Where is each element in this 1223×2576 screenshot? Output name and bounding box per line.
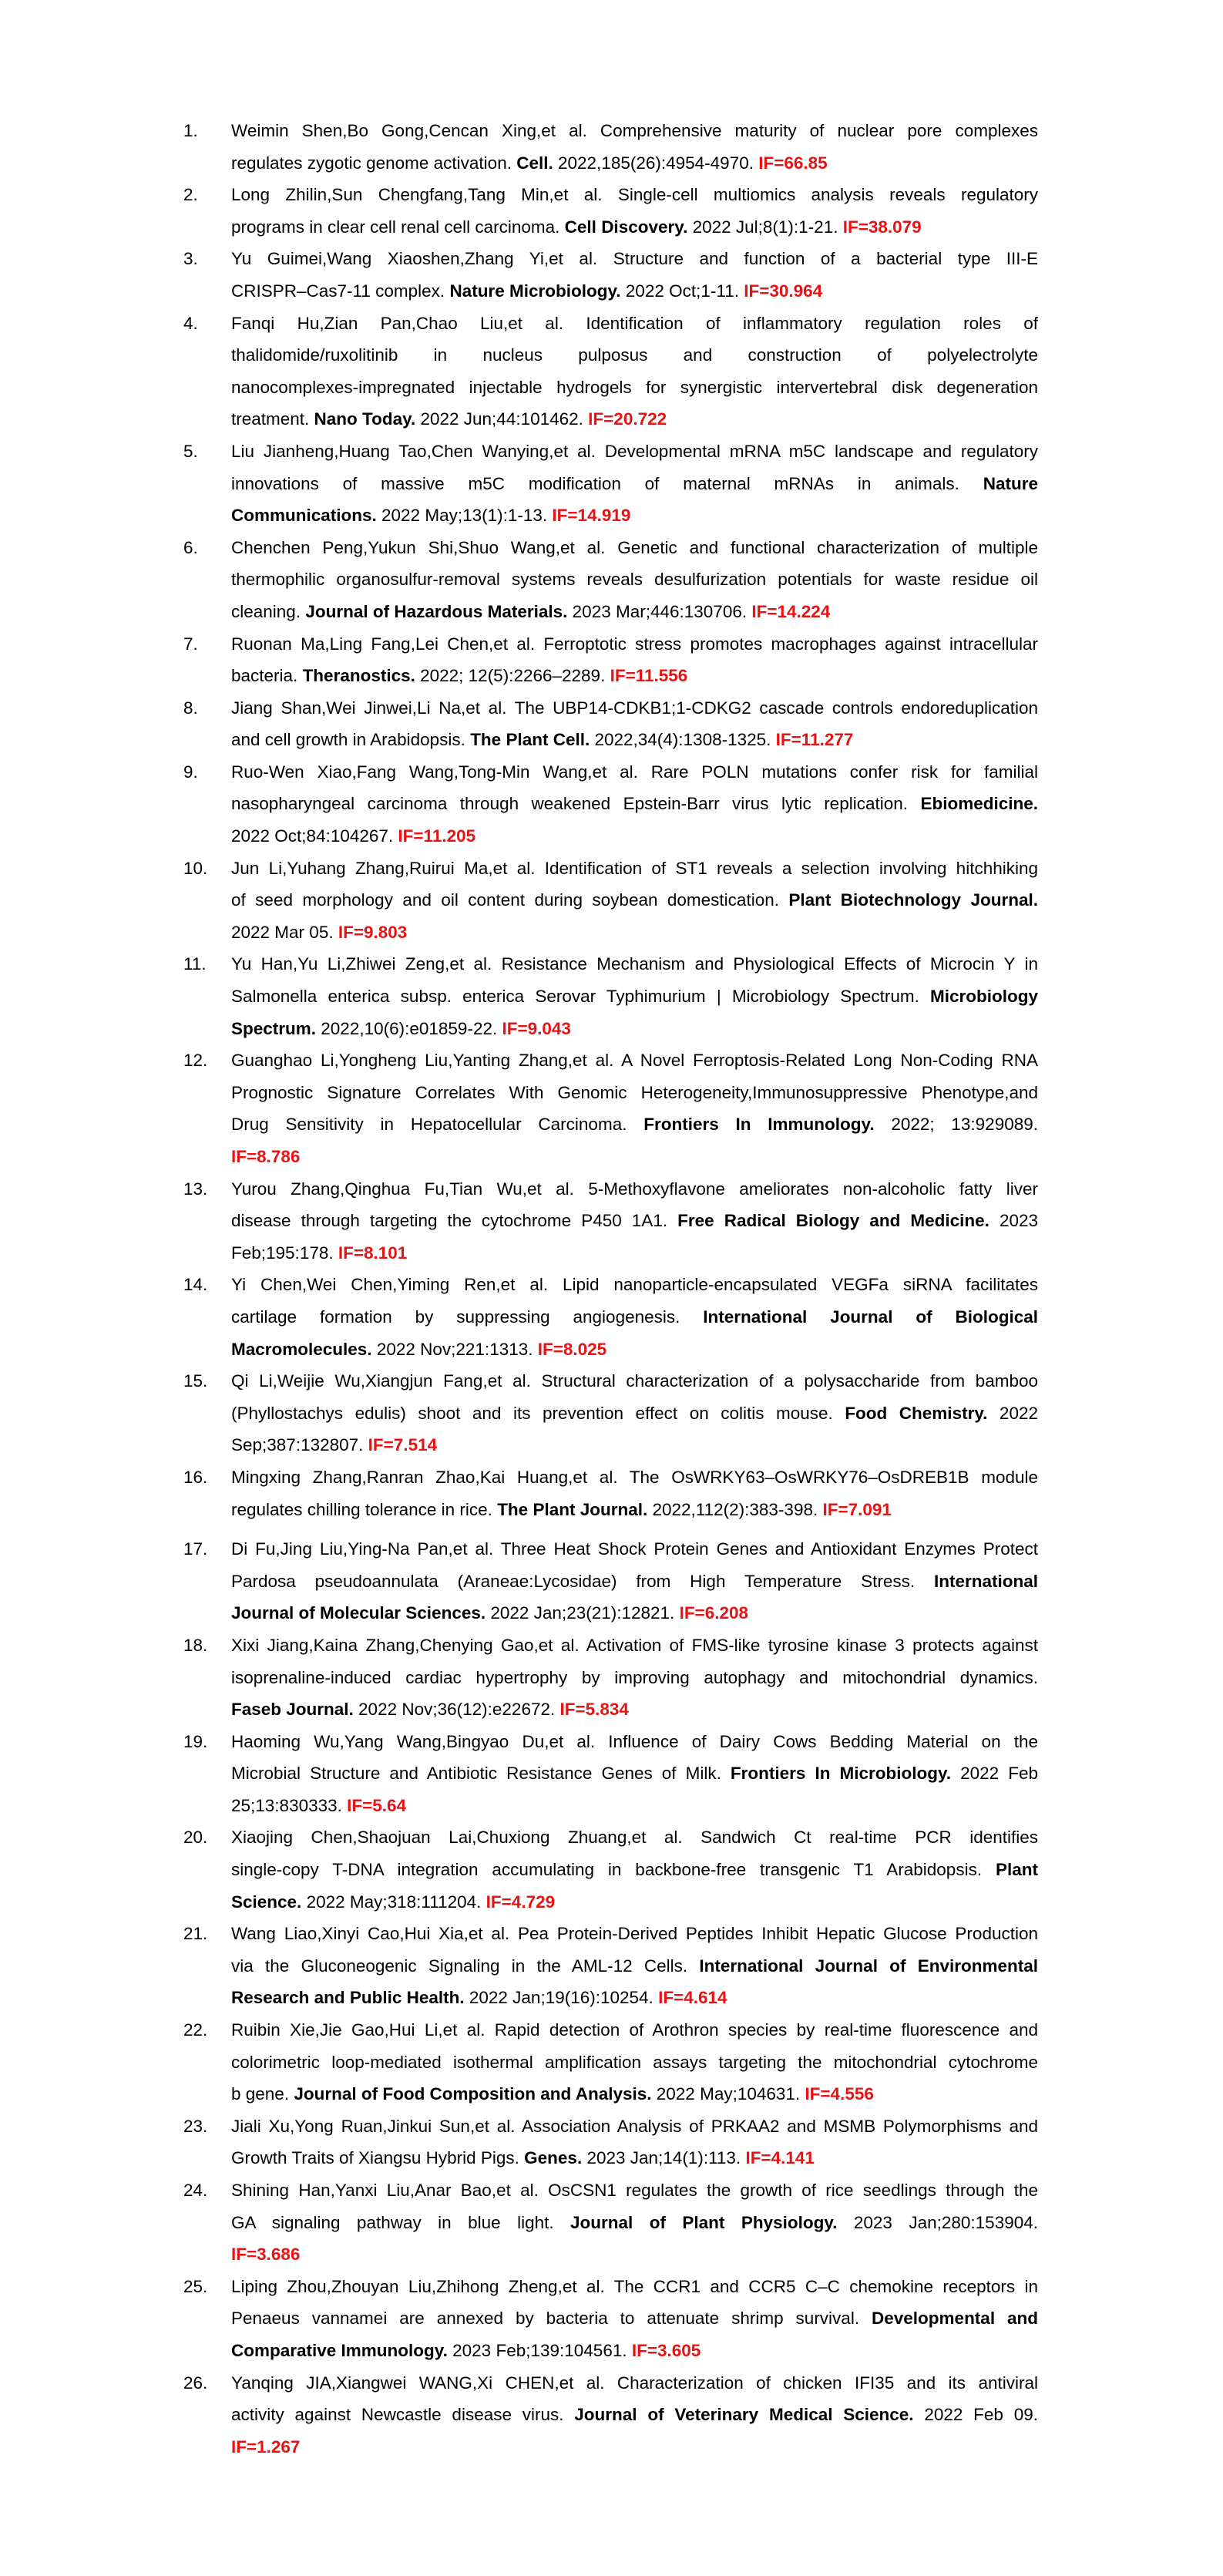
reference-text: Guanghao Li,Yongheng Liu,Yanting Zhang,et al. A Novel Ferroptosis-Related Long Non-Coding RNA xyxy=(231,1051,1038,1071)
reference-number: 24. xyxy=(183,2181,208,2200)
reference-text: Yi Chen,Wei Chen,Yiming Ren,et al. Lipid nanoparticle-encapsulated VEGFa siRNA facilitates xyxy=(231,1275,1038,1295)
impact-factor: IF=11.205 xyxy=(398,826,476,846)
reference-line xyxy=(231,1013,1038,1045)
reference-text: Weimin Shen,Bo Gong,Cencan Xing,et al. Comprehensive maturity of nuclear pore complexes xyxy=(231,121,1038,140)
reference-line xyxy=(231,1918,1038,1950)
reference-text: 2022 May;13(1):1-13. xyxy=(376,506,553,526)
reference-number: 19. xyxy=(183,1731,208,1751)
reference-text: 2022 Oct;84:104267. xyxy=(231,826,398,846)
journal-name: Plant Biotechnology Journal. xyxy=(788,890,1038,910)
reference-item xyxy=(183,308,1038,435)
journal-name: Journal of Hazardous Materials. xyxy=(305,601,568,621)
journal-name: International Journal of Environmental xyxy=(699,1956,1038,1976)
reference-line xyxy=(231,2078,1038,2110)
impact-factor: IF=4.556 xyxy=(805,2084,874,2104)
reference-line xyxy=(231,2302,1038,2335)
reference-number: 12. xyxy=(183,1051,208,1071)
reference-text: 25;13:830333. xyxy=(231,1795,348,1815)
reference-text: Yurou Zhang,Qinghua Fu,Tian Wu,et al. 5-Methoxyflavone ameliorates non-alcoholic fatty liver xyxy=(231,1179,1038,1199)
reference-text: and cell growth in Arabidopsis. xyxy=(231,730,471,750)
reference-line xyxy=(231,2367,1038,2399)
impact-factor: IF=5.834 xyxy=(559,1700,629,1720)
journal-name: Genes. xyxy=(524,2148,583,2168)
reference-number: 16. xyxy=(183,1467,208,1487)
reference-item xyxy=(183,2271,1038,2367)
journal-name: Faseb Journal. xyxy=(231,1700,354,1720)
reference-text: isoprenaline-induced cardiac hypertrophy by improving autophagy and mitochondrial dynamics. xyxy=(231,1667,1038,1687)
journal-name: Journal of Molecular Sciences. xyxy=(231,1603,486,1623)
journal-name: Journal of Veterinary Medical Science. xyxy=(574,2405,914,2425)
journal-name: Plant xyxy=(995,1860,1038,1880)
reference-line xyxy=(231,1429,1038,1461)
reference-line xyxy=(231,1044,1038,1077)
reference-text: Xiaojing Chen,Shaojuan Lai,Chuxiong Zhuang,et al. Sandwich Ct real-time PCR identifies xyxy=(231,1828,1038,1848)
journal-name: Frontiers In Immunology. xyxy=(643,1115,875,1135)
reference-text: 2022 Nov;36(12):e22672. xyxy=(353,1700,560,1720)
reference-item xyxy=(183,628,1038,692)
reference-line xyxy=(231,563,1038,596)
reference-text: Haoming Wu,Yang Wang,Bingyao Du,et al. Influence of Dairy Cows Bedding Material on the xyxy=(231,1731,1038,1751)
reference-item xyxy=(183,1918,1038,2014)
reference-item xyxy=(183,1629,1038,1726)
reference-text: treatment. xyxy=(231,409,314,429)
reference-line xyxy=(231,1693,1038,1726)
journal-name: Macromolecules. xyxy=(231,1339,372,1359)
reference-text: 2023 Jan;14(1):113. xyxy=(582,2148,746,2168)
reference-line xyxy=(231,372,1038,404)
reference-line xyxy=(231,2238,1038,2271)
reference-item xyxy=(183,1533,1038,1629)
reference-line xyxy=(231,1397,1038,1430)
journal-name: Cell Discovery. xyxy=(564,217,688,237)
journal-name: Developmental and xyxy=(872,2309,1038,2329)
reference-text: Yanqing JIA,Xiangwei WANG,Xi CHEN,et al. Characterization of chicken IFI35 and its antiviral xyxy=(231,2373,1038,2393)
reference-text: b gene. xyxy=(231,2084,294,2104)
reference-text: 2022 Jul;8(1):1-21. xyxy=(687,217,843,237)
reference-item xyxy=(183,1044,1038,1172)
reference-text: Di Fu,Jing Liu,Ying-Na Pan,et al. Three Heat Shock Protein Genes and Antioxidant Enzymes Protect xyxy=(231,1539,1038,1559)
reference-text: Jun Li,Yuhang Zhang,Ruirui Ma,et al. Identification of ST1 reveals a selection involving hitchhiking xyxy=(231,858,1038,878)
reference-line xyxy=(231,1365,1038,1397)
reference-line xyxy=(231,1790,1038,1822)
reference-line xyxy=(231,435,1038,468)
reference-line xyxy=(231,1205,1038,1237)
impact-factor: IF=9.043 xyxy=(502,1018,571,1038)
reference-text: 2022 May;104631. xyxy=(651,2084,805,2104)
reference-item xyxy=(183,115,1038,179)
reference-line xyxy=(231,596,1038,628)
reference-number: 10. xyxy=(183,858,208,878)
reference-list xyxy=(183,115,1038,2463)
reference-text: Ruo-Wen Xiao,Fang Wang,Tong-Min Wang,et al. Rare POLN mutations confer risk for familial xyxy=(231,762,1038,782)
journal-name: Comparative Immunology. xyxy=(231,2340,448,2360)
impact-factor: IF=20.722 xyxy=(588,409,667,429)
reference-line xyxy=(231,499,1038,532)
reference-line xyxy=(231,1565,1038,1598)
reference-text: regulates zygotic genome activation. xyxy=(231,153,517,173)
reference-number: 4. xyxy=(183,313,198,333)
journal-name: The Plant Cell. xyxy=(470,730,590,750)
reference-line xyxy=(231,1886,1038,1919)
reference-line xyxy=(231,1821,1038,1854)
reference-item xyxy=(183,2367,1038,2463)
reference-item xyxy=(183,948,1038,1044)
reference-line xyxy=(231,2046,1038,2079)
reference-item xyxy=(183,243,1038,307)
reference-line xyxy=(231,1237,1038,1270)
reference-text: Qi Li,Weijie Wu,Xiangjun Fang,et al. Structural characterization of a polysaccharide from bamboo xyxy=(231,1371,1038,1391)
reference-text: 2022 Jan;23(21):12821. xyxy=(486,1603,680,1623)
impact-factor: IF=66.85 xyxy=(758,153,828,173)
reference-item xyxy=(183,1365,1038,1461)
reference-line xyxy=(231,243,1038,275)
reference-line xyxy=(231,1629,1038,1662)
reference-text: Drug Sensitivity in Hepatocellular Carcinoma. xyxy=(231,1115,644,1135)
reference-number: 26. xyxy=(183,2373,208,2393)
reference-text: Ruonan Ma,Ling Fang,Lei Chen,et al. Ferroptotic stress promotes macrophages against intracellular xyxy=(231,634,1038,654)
reference-text: 2022,10(6):e01859-22. xyxy=(316,1018,502,1038)
reference-line xyxy=(231,1301,1038,1333)
impact-factor: IF=8.025 xyxy=(537,1339,607,1359)
impact-factor: IF=5.64 xyxy=(347,1795,407,1815)
reference-text: Yu Guimei,Wang Xiaoshen,Zhang Yi,et al. Structure and function of a bacterial type III-E xyxy=(231,249,1038,269)
reference-text: Long Zhilin,Sun Chengfang,Tang Min,et al. Single-cell multiomics analysis reveals regulatory xyxy=(231,185,1038,205)
reference-line xyxy=(231,1173,1038,1206)
reference-line xyxy=(231,275,1038,308)
reference-line xyxy=(231,660,1038,692)
journal-name: Journal of Plant Physiology. xyxy=(570,2212,838,2232)
reference-text: disease through targeting the cytochrome P450 1A1. xyxy=(231,1211,678,1231)
reference-line xyxy=(231,1662,1038,1694)
reference-number: 6. xyxy=(183,537,198,557)
reference-line xyxy=(231,628,1038,661)
reference-text: 2022,112(2):383-398. xyxy=(647,1499,823,1519)
reference-number: 7. xyxy=(183,634,198,654)
impact-factor: IF=9.803 xyxy=(338,922,408,942)
reference-text: single-copy T-DNA integration accumulating in backbone-free transgenic T1 Arabidopsis. xyxy=(231,1860,996,1880)
reference-item xyxy=(183,435,1038,532)
reference-number: 21. xyxy=(183,1924,208,1944)
reference-text: 2023 xyxy=(989,1211,1039,1231)
reference-text: Jiali Xu,Yong Ruan,Jinkui Sun,et al. Association Analysis of PRKAA2 and MSMB Polymorphisms and xyxy=(231,2116,1038,2136)
reference-line xyxy=(231,211,1038,244)
reference-text: Sep;387:132807. xyxy=(231,1435,368,1455)
reference-text: nasopharyngeal carcinoma through weakened Epstein-Barr virus lytic replication. xyxy=(231,794,921,814)
reference-number: 11. xyxy=(183,954,207,974)
reference-line xyxy=(231,756,1038,789)
impact-factor: IF=4.729 xyxy=(486,1892,556,1912)
reference-item xyxy=(183,1726,1038,1822)
reference-text: 2022 xyxy=(987,1403,1038,1423)
impact-factor: IF=4.614 xyxy=(658,1988,727,2008)
reference-text: 2022 Nov;221:1313. xyxy=(371,1339,538,1359)
journal-name: Free Radical Biology and Medicine. xyxy=(677,1211,989,1231)
reference-item xyxy=(183,692,1038,756)
impact-factor: IF=30.964 xyxy=(744,281,823,301)
reference-text: 2022; 13:929089. xyxy=(874,1115,1039,1135)
impact-factor: IF=1.267 xyxy=(231,2436,301,2457)
journal-name: Microbiology xyxy=(930,987,1038,1007)
impact-factor: IF=4.141 xyxy=(745,2148,815,2168)
reference-number: 3. xyxy=(183,249,198,269)
reference-line xyxy=(231,2399,1038,2431)
reference-item xyxy=(183,2014,1038,2110)
journal-name: Spectrum. xyxy=(231,1018,317,1038)
reference-line xyxy=(231,179,1038,211)
reference-text: thermophilic organosulfur-removal systems reveals desulfurization potentials for waste residue oil xyxy=(231,570,1038,590)
reference-number: 18. xyxy=(183,1635,208,1655)
reference-text: 2023 Mar;446:130706. xyxy=(567,601,752,621)
impact-factor: IF=14.919 xyxy=(552,506,631,526)
reference-line xyxy=(231,2431,1038,2463)
reference-text: Jiang Shan,Wei Jinwei,Li Na,et al. The UBP14-CDKB1;1-CDKG2 cascade controls endoreduplication xyxy=(231,698,1038,718)
impact-factor: IF=7.514 xyxy=(368,1435,438,1455)
reference-line xyxy=(231,1333,1038,1366)
reference-number: 5. xyxy=(183,441,198,461)
reference-text: 2023 Jan;280:153904. xyxy=(837,2212,1038,2232)
reference-number: 1. xyxy=(183,121,198,140)
impact-factor: IF=8.786 xyxy=(231,1147,301,1166)
reference-item xyxy=(183,1821,1038,1918)
reference-text: colorimetric loop-mediated isothermal amplification assays targeting the mitochondrial cytochrome xyxy=(231,2052,1038,2072)
reference-number: 9. xyxy=(183,762,198,782)
journal-name: Journal of Food Composition and Analysis. xyxy=(294,2084,652,2104)
reference-item xyxy=(183,1461,1038,1525)
reference-text: 2022,34(4):1308-1325. xyxy=(590,730,776,750)
reference-text: 2023 Feb;139:104561. xyxy=(447,2340,632,2360)
reference-text: 2022 Mar 05. xyxy=(231,922,338,942)
reference-line xyxy=(231,2207,1038,2239)
reference-line xyxy=(231,1077,1038,1109)
reference-text: 2022 Oct;1-11. xyxy=(620,281,744,301)
journal-name: Nature xyxy=(983,473,1038,493)
reference-item xyxy=(183,179,1038,243)
reference-number: 15. xyxy=(183,1371,208,1391)
journal-name: Research and Public Health. xyxy=(231,1988,465,2008)
reference-line xyxy=(231,468,1038,500)
impact-factor: IF=7.091 xyxy=(822,1499,892,1519)
reference-text: Mingxing Zhang,Ranran Zhao,Kai Huang,et al. The OsWRKY63–OsWRKY76–OsDREB1B module xyxy=(231,1467,1038,1487)
journal-name: Theranostics. xyxy=(302,666,415,686)
reference-text: Xixi Jiang,Kaina Zhang,Chenying Gao,et al. Activation of FMS-like tyrosine kinase 3 protects against xyxy=(231,1635,1038,1655)
impact-factor: IF=11.277 xyxy=(775,730,854,750)
reference-line xyxy=(231,147,1038,180)
reference-line xyxy=(231,308,1038,340)
reference-text: Yu Han,Yu Li,Zhiwei Zeng,et al. Resistance Mechanism and Physiological Effects of Microcin Y in xyxy=(231,954,1038,974)
journal-name: Frontiers In Microbiology. xyxy=(730,1764,952,1784)
reference-line xyxy=(231,532,1038,564)
reference-text: 2022,185(26):4954-4970. xyxy=(553,153,759,173)
reference-line xyxy=(231,948,1038,980)
impact-factor: IF=8.101 xyxy=(338,1243,408,1263)
reference-number: 25. xyxy=(183,2276,208,2296)
reference-number: 23. xyxy=(183,2116,208,2136)
reference-line xyxy=(231,916,1038,949)
reference-item xyxy=(183,1173,1038,1270)
impact-factor: IF=11.556 xyxy=(610,666,688,686)
reference-line xyxy=(231,1950,1038,1982)
journal-name: The Plant Journal. xyxy=(497,1499,648,1519)
reference-line xyxy=(231,403,1038,435)
reference-line xyxy=(231,1108,1038,1141)
impact-factor: IF=3.686 xyxy=(231,2245,301,2265)
reference-line xyxy=(231,2110,1038,2143)
reference-text: of seed morphology and oil content during soybean domestication. xyxy=(231,890,789,910)
reference-line xyxy=(231,2335,1038,2367)
impact-factor: IF=38.079 xyxy=(842,217,922,237)
reference-line xyxy=(231,339,1038,372)
reference-line xyxy=(231,1597,1038,1629)
impact-factor: IF=6.208 xyxy=(679,1603,749,1623)
journal-name: Cell. xyxy=(516,153,553,173)
reference-text: Prognostic Signature Correlates With Genomic Heterogeneity,Immunosuppressive Phenotype,and xyxy=(231,1082,1038,1102)
reference-item xyxy=(183,756,1038,853)
reference-line xyxy=(231,980,1038,1013)
journal-name: Nano Today. xyxy=(314,409,416,429)
reference-text: Penaeus vannamei are annexed by bacteria to attenuate shrimp survival. xyxy=(231,2309,872,2329)
reference-text: GA signaling pathway in blue light. xyxy=(231,2212,571,2232)
reference-number: 14. xyxy=(183,1275,208,1295)
reference-line xyxy=(231,1141,1038,1173)
reference-item xyxy=(183,2110,1038,2174)
reference-line xyxy=(231,884,1038,916)
reference-text: Wang Liao,Xinyi Cao,Hui Xia,et al. Pea Protein-Derived Peptides Inhibit Hepatic Glucose Production xyxy=(231,1924,1038,1944)
reference-text: 2022 Jan;19(16):10254. xyxy=(464,1988,659,2008)
reference-text: (Phyllostachys edulis) shoot and its prevention effect on colitis mouse. xyxy=(231,1403,845,1423)
reference-text: 2022 May;318:111204. xyxy=(301,1892,486,1912)
reference-text: Microbial Structure and Antibiotic Resistance Genes of Milk. xyxy=(231,1764,731,1784)
reference-text: cartilage formation by suppressing angiogenesis. xyxy=(231,1306,704,1327)
reference-text: nanocomplexes-impregnated injectable hydrogels for synergistic intervertebral disk degeneration xyxy=(231,377,1038,397)
reference-item xyxy=(183,532,1038,628)
reference-line xyxy=(231,1757,1038,1790)
reference-text: regulates chilling tolerance in rice. xyxy=(231,1499,498,1519)
reference-line xyxy=(231,1726,1038,1758)
reference-line xyxy=(231,2014,1038,2046)
reference-number: 17. xyxy=(183,1539,208,1559)
reference-text: activity against Newcastle disease virus. xyxy=(231,2405,575,2425)
reference-text: programs in clear cell renal cell carcinoma. xyxy=(231,217,565,237)
reference-line xyxy=(231,2271,1038,2303)
reference-line xyxy=(231,724,1038,756)
reference-text: Ruibin Xie,Jie Gao,Hui Li,et al. Rapid detection of Arothron species by real-time fluorescence and xyxy=(231,2020,1038,2040)
journal-name: International Journal of Biological xyxy=(703,1306,1038,1327)
reference-item xyxy=(183,1269,1038,1365)
reference-number: 22. xyxy=(183,2020,208,2040)
reference-line xyxy=(231,2174,1038,2207)
impact-factor: IF=3.605 xyxy=(631,2340,701,2360)
reference-line xyxy=(231,1854,1038,1886)
journal-name: Science. xyxy=(231,1892,302,1912)
reference-line xyxy=(231,788,1038,820)
reference-text: cleaning. xyxy=(231,601,306,621)
reference-line xyxy=(231,115,1038,147)
reference-text: Feb;195:178. xyxy=(231,1243,338,1263)
reference-text: 2022 Feb xyxy=(951,1764,1038,1784)
reference-line xyxy=(231,1982,1038,2014)
reference-text: 2022 Feb 09. xyxy=(913,2405,1038,2425)
reference-text: Shining Han,Yanxi Liu,Anar Bao,et al. OsCSN1 regulates the growth of rice seedlings through the xyxy=(231,2181,1038,2200)
reference-text: thalidomide/ruxolitinib in nucleus pulposus and construction of polyelectrolyte xyxy=(231,345,1038,365)
journal-name: International xyxy=(933,1571,1038,1591)
journal-name: Food Chemistry. xyxy=(845,1403,988,1423)
reference-text: innovations of massive m5C modification of maternal mRNAs in animals. xyxy=(231,473,983,493)
reference-item xyxy=(183,853,1038,949)
journal-name: Nature Microbiology. xyxy=(449,281,621,301)
reference-line xyxy=(231,820,1038,853)
reference-text: Chenchen Peng,Yukun Shi,Shuo Wang,et al. Genetic and functional characterization of multiple xyxy=(231,537,1038,557)
reference-text: Liping Zhou,Zhouyan Liu,Zhihong Zheng,et al. The CCR1 and CCR5 C–C chemokine receptors in xyxy=(231,2276,1038,2296)
reference-text: bacteria. xyxy=(231,666,303,686)
reference-text: Growth Traits of Xiangsu Hybrid Pigs. xyxy=(231,2148,525,2168)
reference-text: via the Gluconeogenic Signaling in the AML-12 Cells. xyxy=(231,1956,700,1976)
reference-line xyxy=(231,1269,1038,1301)
reference-line xyxy=(231,1494,1038,1526)
reference-text: 2022 Jun;44:101462. xyxy=(415,409,589,429)
reference-line xyxy=(231,1461,1038,1494)
reference-line xyxy=(231,1533,1038,1565)
impact-factor: IF=14.224 xyxy=(751,601,831,621)
reference-line xyxy=(231,853,1038,885)
reference-text: Fanqi Hu,Zian Pan,Chao Liu,et al. Identification of inflammatory regulation roles of xyxy=(231,313,1038,333)
reference-text: CRISPR–Cas7-11 complex. xyxy=(231,281,450,301)
reference-number: 20. xyxy=(183,1828,208,1848)
journal-name: Communications. xyxy=(231,506,377,526)
journal-name: Ebiomedicine. xyxy=(920,794,1038,814)
reference-text: Liu Jianheng,Huang Tao,Chen Wanying,et al. Developmental mRNA m5C landscape and regulatory xyxy=(231,441,1038,461)
reference-text: 2022; 12(5):2266–2289. xyxy=(415,666,610,686)
reference-line xyxy=(231,2142,1038,2174)
reference-item xyxy=(183,2174,1038,2271)
reference-number: 13. xyxy=(183,1179,208,1199)
reference-text: Salmonella enterica subsp. enterica Serovar Typhimurium | Microbiology Spectrum. xyxy=(231,987,930,1007)
reference-text: Pardosa pseudoannulata (Araneae:Lycosidae) from High Temperature Stress. xyxy=(231,1571,934,1591)
reference-line xyxy=(231,692,1038,725)
reference-number: 2. xyxy=(183,185,198,205)
reference-number: 8. xyxy=(183,698,198,718)
